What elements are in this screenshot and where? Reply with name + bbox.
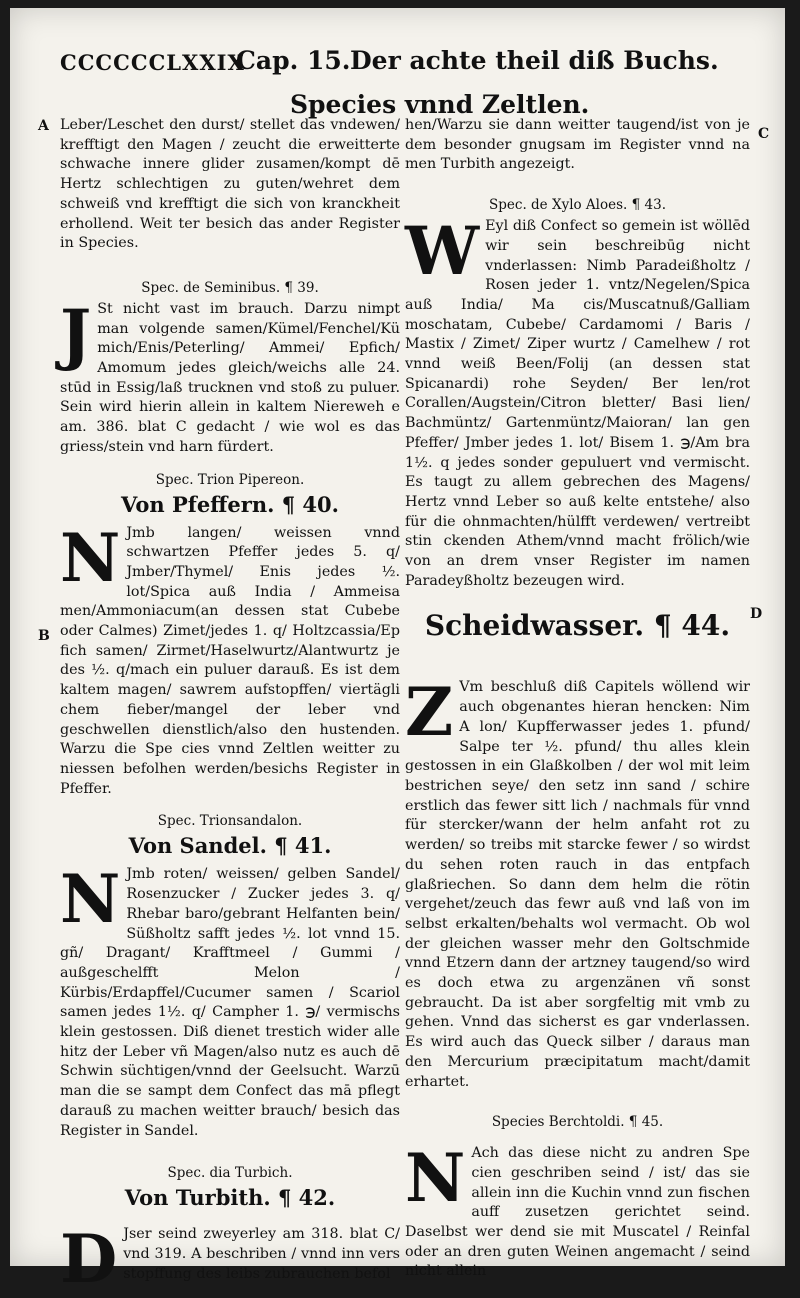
initial-letter: N [60, 518, 121, 597]
section-42-label: Spec. dia Turbich. [167, 1165, 293, 1182]
section-45 [405, 1139, 750, 1282]
section-43-text: Eyl diß Confect so gemein ist wöllēd wir sein beschreibūg nicht vnderlassen: Nimb Paradeißholtz / Rosen jeder 1. vntz/Negelen/Spica auß India/ Ma cis/Muscatnuß/Galliam moschatam, Cubebe/ Cardamomi / Baris / Mastix / Zimet/ Ziper wurtz / Camelhew / rot vnnd weiß Been/Folij (an dessen stat Spicanardi) rohe Seyden/ Ber len/rot Corallen/Augstein/Citron bletter/ Basi lien/ Bachmüntz/ Gartenmüntz/Maioran/ lan gen Pfeffer/ Jmber jedes 1. lot/ Bisem 1. ℈/Am bra 1½. q jedes sonder gepuluert vnd vermischt. Es taugt zu allem gebrechen des Magens/ Hertz vnnd Leber so auß kelte entstehe/ also für die ohnmachten/hülfft verdewen/ vertreibt stin ckenden Athem/vnnd macht frölich/wie von an drem vnser Register im namen Paradeyßholtz bezeugen wird. [405, 218, 750, 589]
section-44-heading: Scheidwasser. ¶ 44. [424, 609, 731, 643]
section-41-heading: Von Sandel. ¶ 41. [128, 833, 332, 859]
section-41-text: Jmb roten/ weissen/ gelben Sandel/ Rosenzucker / Zucker jedes 3. q/ Rhebar baro/gebrant Helfanten bein/ Süßholtz safft jedes ½. lot vnnd 15. gñ/ Dragant/ Krafftmeel / Gummi / außgeschelfft Melon / Kürbis/Erdapffel/Cucumer samen / Scariol samen jedes 1½. q/ Campher 1. ℈/ vermischs klein gestossen. Diß dienet trestich wider alle hitz der Leber vñ Magen/also nutz es auch dē Schwin süchtigen/vnnd der Geelsucht. Warzū man die se sampt dem Confect das mā pflegt darauß zu machen weitter brauch/ besich das Register in Sandel. [60, 866, 400, 1139]
margin-marker-d: D [750, 606, 763, 622]
margin-marker-b: B [38, 628, 50, 644]
intro-paragraph: Leber/Leschet den durst/ stellet das vndewen/ krefftigt den Magen / zeucht die erweitterte schwache innere glider zusamen/kompt dē Hertz schlechtigen zu guten/wehret dem schweiß vnd krefftigt die sich von kranckheit erhollend. Weit ter besich das ander Register in Species. [60, 117, 400, 252]
left-column [60, 116, 400, 1298]
section-43-label: Spec. de Xylo Aloes. ¶ 43. [489, 197, 666, 214]
section-42-heading: Von Turbith. ¶ 42. [124, 1185, 336, 1211]
continued-paragraph: hen/Warzu sie dann weitter taugend/ist von je dem besonder gnugsam im Register vnnd na men Turbith angezeigt. [405, 117, 750, 173]
initial-letter: J [60, 294, 92, 373]
section-42-text: Jser seind zweyerley am 318. blat C/ vnd 319. A beschriben / vnnd inn vers stopffung des leibs zubrauchen befol [123, 1226, 400, 1282]
initial-letter: Z [405, 673, 454, 752]
page-subtitle: Species vnnd Zeltlen. [290, 90, 590, 119]
section-39 [60, 294, 400, 458]
right-column [405, 116, 750, 1282]
folio-number: CCCCCCLXXIX [60, 50, 245, 75]
book-page [10, 8, 785, 1298]
section-41-label: Spec. Trionsandalon. [157, 813, 303, 830]
initial-letter: D [60, 1220, 118, 1298]
section-45-label: Species Berchtoldi. ¶ 45. [491, 1114, 664, 1131]
section-41 [60, 860, 400, 1141]
chapter-label: Cap. 15. [236, 46, 351, 75]
initial-letter: N [405, 1139, 466, 1218]
section-44 [405, 673, 750, 1092]
section-42 [60, 1220, 400, 1298]
section-40-label: Spec. Trion Pipereon. [155, 471, 305, 488]
page-header [60, 46, 719, 86]
initial-letter: W [405, 212, 480, 291]
margin-marker-c: C [758, 126, 770, 142]
section-39-text: St nicht vast im brauch. Darzu nimpt man volgende samen/Kümel/Fenchel/Kü mich/Enis/Peterling/ Ammei/ Epfich/ Amomum jedes gleich/weichs alle 24. stūd in Essig/laß trucknen vnd stoß zu puluer. Sein wird hierin allein in kaltem Niereweh e am. 386. blat C gedacht / wie wol es das griess/stein vnd harn fürdert. [60, 300, 400, 455]
margin-marker-a: A [38, 118, 49, 134]
section-40-heading: Von Pfeffern. ¶ 40. [121, 491, 339, 517]
section-45-text: Ach das diese nicht zu andren Spe cien geschriben seind / ist/ das sie allein inn die Kuchin vnnd zun fischen auff zusetzen gerichtet seind. Daselbst wer dend sie mit Muscatel / Reinfal oder an dren guten Weinen angemacht / seind nicht allein [405, 1145, 750, 1280]
running-title: Der achte theil diß Buchs. [350, 46, 719, 75]
section-44-text: Vm beschluß diß Capitels wöllend wir auch obgenantes hieran hencken: Nim A lon/ Kupfferwasser jedes 1. pfund/ Salpe ter ½. pfund/ thu alles klein gestossen in ein Glaßkolben / der wol mit leim bestrichen seye/ den setz inn sand / schire erstlich das fewer sitt lich / nachmals für vnnd für stercker/wann der helm anfaht rot zu werden/ so treibs mit starcke fewer / so wirdst du sehen roten rauch in das entpfach glaßriechen. So dann dem helm die rötin vergehet/zeuch das fewr auß vnd laß von im selbst erkalten/behalts wol vermacht. Ob wol der gleichen wasser mehr den Goltschmide vnnd Etzern dann der artzney taugend/so wird es doch etwa zu argenzänen vñ sonst gebraucht. Da ist aber sorgfeltig mit vmb zu gehen. Vnnd das sicherst es gar vnderlassen. Es wird auch das Queck silber / daraus man den Mercurium præcipitatum macht/damit erhartet. [405, 679, 750, 1090]
section-40-text: Jmb langen/ weissen vnnd schwartzen Pfeffer jedes 5. q/ Jmber/Thymel/ Enis jedes ½. lot/Spica auß India / Ammeisa men/Ammoniacum(an dessen stat Cubebe oder Calmes) Zimet/jedes 1. q/ Holtzcassia/Ep fich samen/ Zirmet/Haselwurtz/Alantwurtz je des ½. q/mach ein puluer darauß. Es ist dem kaltem magen/ sawrem aufstopffen/ viertägli chem fieber/mangel der leber vnd geschwellen dienstlich/also den hustenden. Warzu die Spe cies vnnd Zeltlen weitter zu niessen befolhen werden/besichs Register in Pfeffer. [60, 524, 400, 797]
section-39-label: Spec. de Seminibus. ¶ 39. [141, 279, 319, 296]
section-40 [60, 518, 400, 800]
section-43 [405, 212, 750, 591]
initial-letter: N [60, 860, 121, 939]
